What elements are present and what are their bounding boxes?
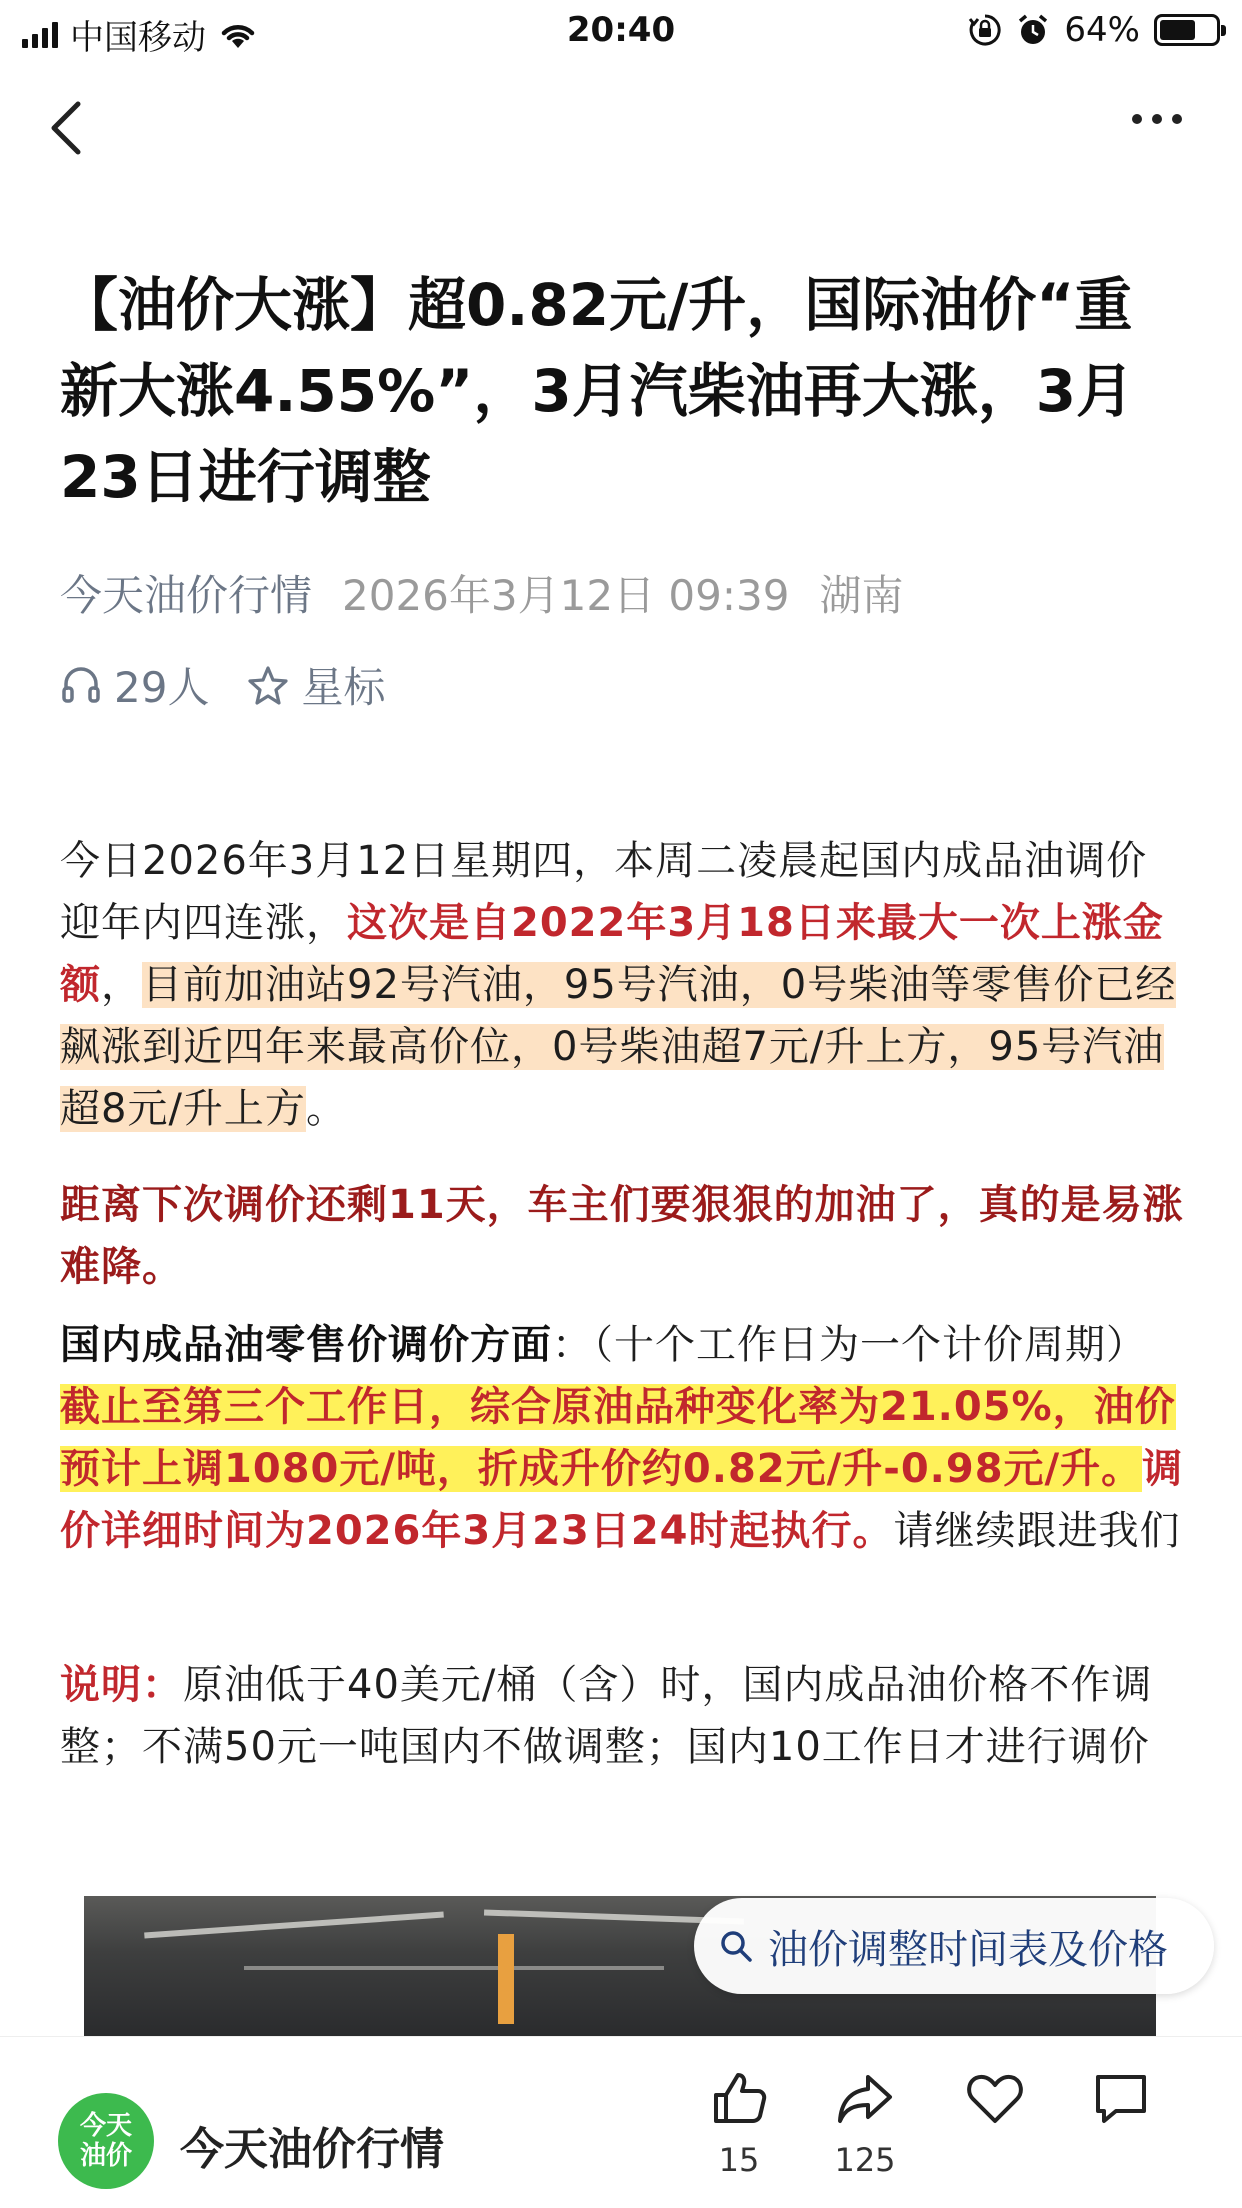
comment-button[interactable] [1076,2067,1166,2141]
status-time: 20:40 [566,10,676,50]
p3-highlight-yellow: 截止至第三个工作日，综合原油品种变化率为21.05%，油价预计上调1080元/吨，折成升价约0.82元/升-0.98元/升。 [60,1384,1176,1492]
p1-highlight-red: 这次是自2022年3月18日来最大一次上涨金额 [60,900,1164,1008]
like-button[interactable] [694,2067,784,2179]
publish-datetime: 2026年3月12日 09:39 [342,571,790,620]
headphones-icon [60,664,102,706]
article-title: 【油价大涨】超0.82元/升，国际油价“重新大涨4.55%”，3月汽柴油再大涨，3月23日进行调整 [60,271,1135,511]
paragraph-2: 距离下次调价还剩11天，车主们要狠狠的加油了，真的是易涨难降。 [60,1182,1184,1290]
p1-end: 。 [305,1086,347,1132]
listener-count: 29人 [114,663,210,712]
p3-text: ：（十个工作日为一个计价周期） [552,1322,1147,1368]
orientation-lock-icon [968,13,1002,47]
battery-percent: 64% [1064,10,1140,50]
carrier-name: 中国移动 [70,18,206,58]
status-right [968,10,1220,50]
p1-text: 今日2026年3月12日星期四，本周二凌晨起国内成品油调价迎年内四连涨， [60,838,1148,946]
like-count: 15 [718,2141,760,2179]
share-count: 125 [834,2141,896,2179]
favorite-button[interactable] [950,2067,1040,2141]
logo-text: 今天 油价 [79,2111,132,2171]
p4-label: 说明： [60,1662,183,1708]
alarm-icon [1016,13,1050,47]
article-meta [60,563,903,623]
listen-button[interactable] [60,655,209,715]
p3-end: 请继续跟进我们 [893,1508,1181,1554]
battery-icon [1154,14,1220,46]
star-label: 星标 [301,663,386,712]
share-button[interactable] [820,2067,910,2179]
p3-highlight-red: 调价详细时间为2026年3月23日24时起执行。 [60,1446,1184,1554]
star-button[interactable] [247,655,385,715]
share-icon [834,2067,896,2129]
search-suggestion-chip[interactable] [694,1898,1214,1994]
star-icon [247,664,289,706]
heart-icon [964,2067,1026,2129]
p3-heading: 国内成品油零售价调价方面 [60,1322,552,1368]
paragraph-1 [60,830,1184,1140]
article-meta-actions [60,655,385,715]
back-arrow-icon[interactable] [46,100,86,156]
more-options-icon[interactable] [1132,114,1182,124]
paragraph-4 [60,1654,1184,1778]
publisher-logo[interactable] [58,2093,154,2189]
status-bar [0,0,1242,62]
author-name[interactable]: 今天油价行情 [60,571,313,620]
thumbs-up-icon [708,2067,770,2129]
bottom-bar [0,2036,1242,2208]
p4-text: 原油低于40美元/桶（含）时，国内成品油价格不作调整；不满50元一吨国内不做调整；国内10工作日才进行调价 [60,1662,1153,1770]
publish-location: 湖南 [819,571,904,620]
publisher-name[interactable]: 今天油价行情 [180,2124,444,2175]
p1-highlight-orange: 目前加油站92号汽油，95号汽油，0号柴油等零售价已经飙涨到近四年来最高价位，0号柴油超7元/升上方，95号汽油超8元/升上方 [60,962,1177,1132]
search-chip-label: 油价调整时间表及价格 [768,1926,1168,1973]
comment-icon [1090,2067,1152,2129]
search-icon [718,1928,754,1964]
paragraph-3 [60,1314,1184,1562]
p1-comma: ， [101,962,142,1008]
